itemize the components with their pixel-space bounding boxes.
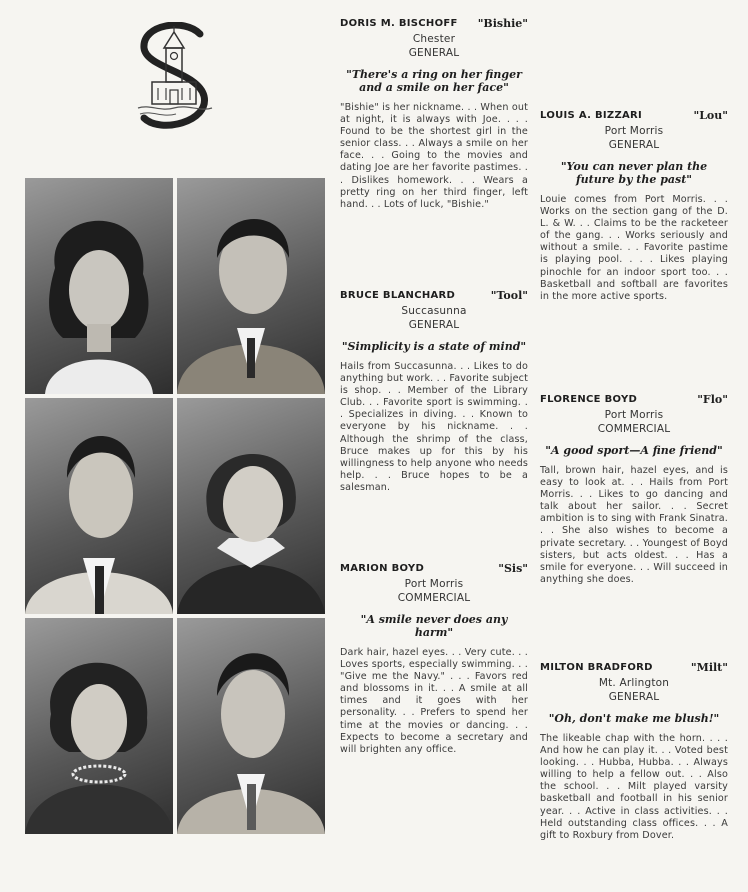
entry-louis-bizzari	[540, 110, 728, 303]
portrait-bruce-blanchard	[25, 398, 173, 614]
student-town: Port Morris	[404, 578, 464, 590]
student-town: Succasunna	[401, 305, 467, 317]
student-bio: Louie comes from Port Morris. . . Works on the section gang of the D. L. & W. . . Claims to be the racketeer of the gang. . . Works seriously and without a smile. . . Favorite pastime is playing pool. . . . Likes playing pinochle for an indoor sport too. . . Basketball and softball are favorites in the more active sports.	[540, 194, 728, 302]
student-course: GENERAL	[408, 319, 460, 331]
student-town: Mt. Arlington	[598, 677, 670, 689]
portrait-marion-boyd	[25, 618, 173, 834]
student-motto: "Oh, don't make me blush!"	[548, 712, 720, 725]
student-course: COMMERCIAL	[597, 423, 671, 435]
student-nickname: "Sis"	[498, 562, 528, 575]
entry-bruce-blanchard	[340, 290, 528, 494]
student-nickname: "Tool"	[490, 289, 528, 302]
student-motto: "A good sport—A fine friend"	[545, 444, 723, 457]
student-name: MARION BOYD	[340, 563, 425, 574]
portrait-grid	[25, 178, 325, 833]
student-motto: "A smile never does any harm"	[360, 613, 508, 639]
student-name: MILTON BRADFORD	[540, 662, 653, 673]
student-course: GENERAL	[608, 139, 660, 151]
student-nickname: "Bishie"	[477, 17, 528, 30]
student-name: BRUCE BLANCHARD	[340, 290, 456, 301]
school-emblem	[130, 22, 220, 134]
portrait-milton-bradford	[177, 618, 325, 834]
student-course: GENERAL	[408, 47, 460, 59]
portrait-louis-bizzari	[177, 178, 325, 394]
entry-marion-boyd	[340, 563, 528, 756]
student-bio: Tall, brown hair, hazel eyes, and is easy to look at. . . Hails from Port Morris. . . Likes to go dancing and talk about her sailor. . . Secret ambition is to sing with Frank Sinatra. . . She also wishes to become a private secretary. . . Youngest of Boyd sisters, but acts oldest. . . Has a smile for everyone. . . Will succeed in anything she does.	[540, 465, 728, 585]
portrait-florence-boyd	[177, 398, 325, 614]
student-nickname: "Lou"	[693, 109, 728, 122]
entry-doris-bischoff	[340, 18, 528, 211]
student-course: GENERAL	[608, 691, 660, 703]
student-town: Chester	[412, 33, 456, 45]
student-motto: "There's a ring on her finger and a smile on her face"	[346, 68, 522, 94]
student-bio: Hails from Succasunna. . . Likes to do anything but work. . . Favorite subject is shop. . . Member of the Library Club. . . Favorite sport is swimming. . . Specializes in diving. . . Known to everyone by his nickname. . . Although the shrimp of the class, Bruce makes up for this by his willingness to help anyone who needs help. . . Bruce hopes to be a salesman.	[340, 361, 528, 493]
student-name: FLORENCE BOYD	[540, 394, 638, 405]
student-course: COMMERCIAL	[397, 592, 471, 604]
student-name: LOUIS A. BIZZARI	[540, 110, 643, 121]
portrait-doris-bischoff	[25, 178, 173, 394]
student-town: Port Morris	[604, 409, 664, 421]
student-name: DORIS M. BISCHOFF	[340, 18, 458, 29]
student-motto: "You can never plan the future by the past"	[560, 160, 708, 186]
student-motto: "Simplicity is a state of mind"	[341, 340, 527, 353]
student-town: Port Morris	[604, 125, 664, 137]
student-bio: Dark hair, hazel eyes. . . Very cute. . . Loves sports, especially swimming. . . "Give me the Navy." . . . Favors red and blossoms in it. . . A smile at all times and it goes with her personality. . . Prefers to spend her time at the movies or dancing. . . Expects to become a secretary and will brighten any office.	[340, 647, 528, 755]
student-bio: The likeable chap with the horn. . . . And how he can play it. . . Voted best looking. . . Hubba, Hubba. . . Always willing to help a fellow out. . . Also the school. . . Milt played varsity basketball and football in his senior year. . . Active in class activities. . . Held outstanding class offices. . . A gift to Roxbury from Dover.	[540, 733, 728, 841]
entry-florence-boyd	[540, 394, 728, 586]
student-nickname: "Milt"	[690, 661, 728, 674]
student-bio: "Bishie" is her nickname. . . When out at night, it is always with Joe. . . . Found to be the shortest girl in the senior class. . . Always a smile on her face. . . Going to the movies and dating Joe are her favorite pastimes. . . Dislikes homework. . . Wears a pretty ring on her third finger, left hand. . . Lots of luck, "Bishie."	[340, 102, 528, 210]
student-nickname: "Flo"	[697, 393, 728, 406]
entry-milton-bradford	[540, 662, 728, 842]
